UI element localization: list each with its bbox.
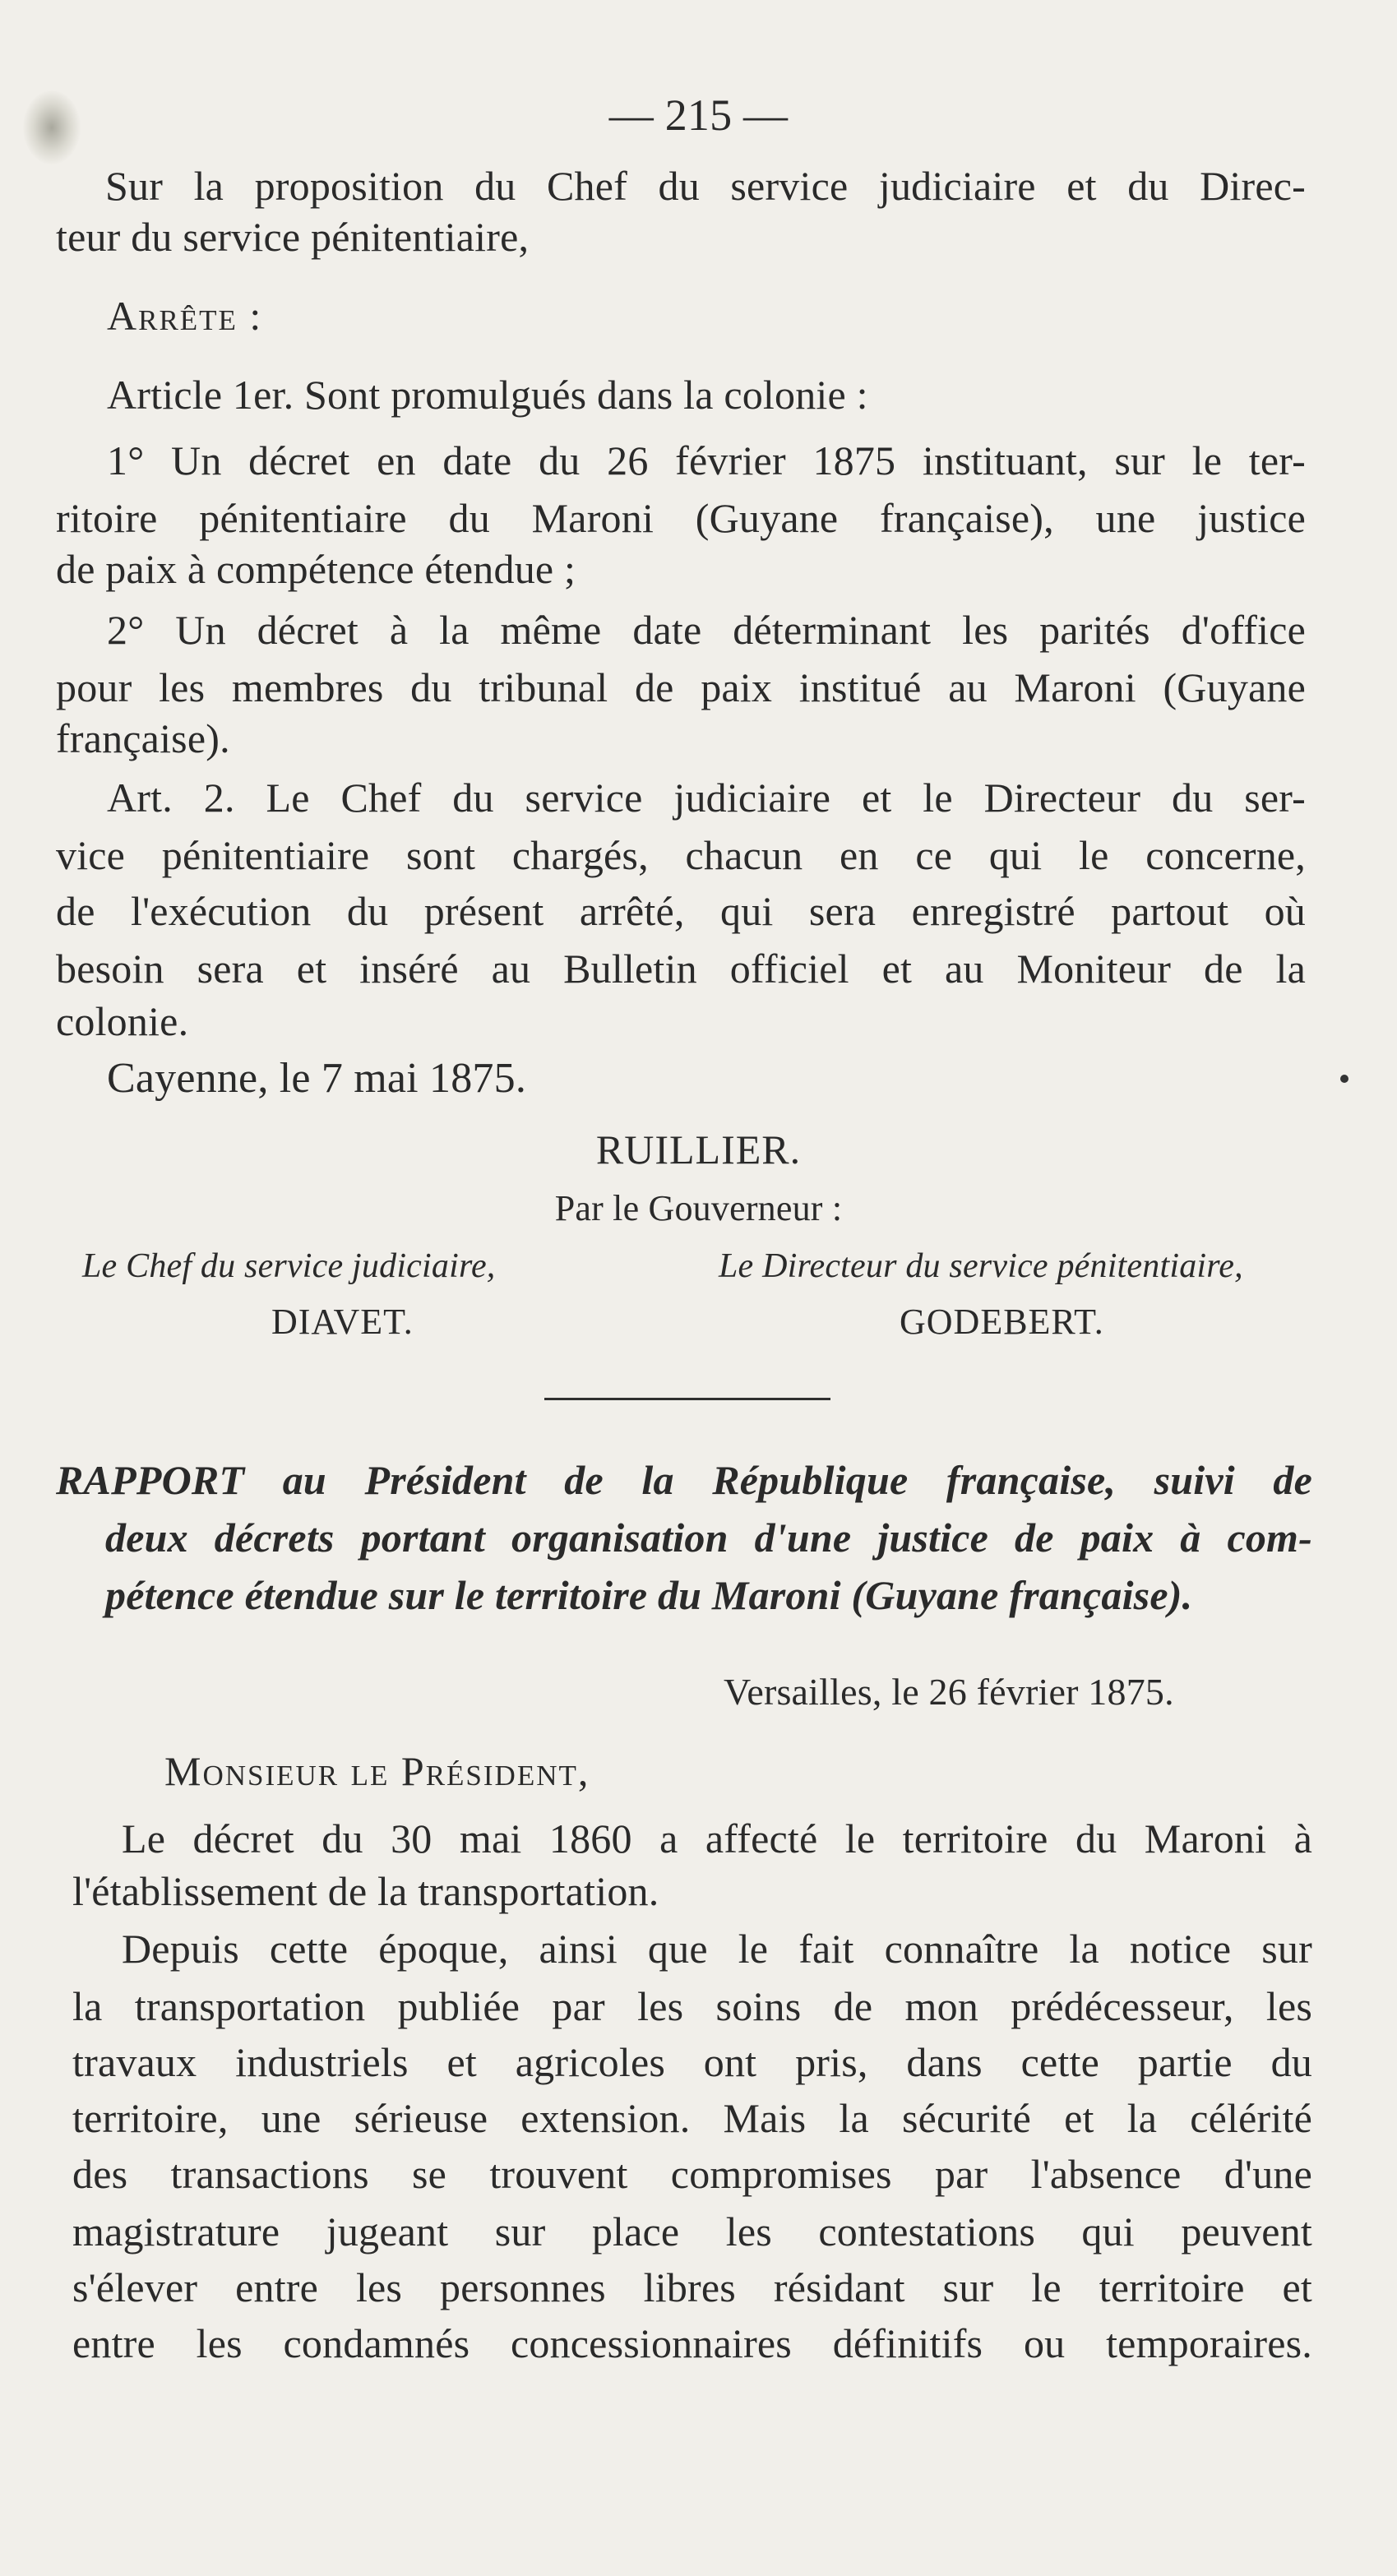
text-line: colonie. xyxy=(56,998,189,1044)
text-line: de paix à compétence étendue ; xyxy=(56,546,576,592)
chef-name: DIAVET. xyxy=(271,1302,414,1342)
text-line: teur du service pénitentiaire, xyxy=(56,214,530,260)
chef-title: Le Chef du service judiciaire, xyxy=(82,1247,496,1285)
body-line: Le décret du 30 mai 1860 a affecté le territoire du Maroni à xyxy=(122,1815,1312,1861)
place-date: Versailles, le 26 février 1875. xyxy=(724,1671,1174,1713)
section-divider xyxy=(544,1398,830,1400)
text-line: 1° Un décret en date du 26 février 1875 instituant, sur le ter- xyxy=(107,437,1306,483)
text-line: française). xyxy=(56,715,230,761)
page-number: — 215 — xyxy=(608,90,789,140)
body-line: territoire, une sérieuse extension. Mais la sécurité et la célérité xyxy=(72,2095,1312,2141)
text-line: Art. 2. Le Chef du service judiciaire et le Directeur du ser- xyxy=(107,775,1306,821)
body-line: Depuis cette époque, ainsi que le fait connaître la notice sur xyxy=(122,1926,1312,1972)
body-line: l'établissement de la transportation. xyxy=(72,1868,659,1914)
rapport-heading-line: pétence étendue sur le territoire du Maroni (Guyane française). xyxy=(105,1572,1193,1618)
text-line: Article 1er. Sont promulgués dans la colonie : xyxy=(107,372,868,418)
directeur-title: Le Directeur du service pénitentiaire, xyxy=(719,1247,1243,1285)
body-line: s'élever entre les personnes libres résidant sur le territoire et xyxy=(72,2264,1312,2310)
body-line: des transactions se trouvent compromises par l'absence d'une xyxy=(72,2151,1312,2197)
rapport-heading-line: RAPPORT au Président de la République française, suivi de xyxy=(56,1457,1312,1503)
ink-dot xyxy=(1340,1075,1348,1083)
text-line: vice pénitentiaire sont chargés, chacun en ce qui le concerne, xyxy=(56,832,1306,878)
text-line: 2° Un décret à la même date déterminant les parités d'office xyxy=(107,607,1306,653)
arrete-heading: Arrête : xyxy=(107,293,263,339)
body-line: entre les condamnés concessionnaires définitifs ou temporaires. xyxy=(72,2320,1312,2366)
salutation: Monsieur le Président, xyxy=(164,1748,590,1794)
body-line: magistrature jugeant sur place les contestations qui peuvent xyxy=(72,2208,1312,2255)
text-line: Sur la proposition du Chef du service judiciaire et du Direc- xyxy=(105,163,1306,209)
text-line: besoin sera et inséré au Bulletin officiel et au Moniteur de la xyxy=(56,946,1306,992)
date-line: Cayenne, le 7 mai 1875. xyxy=(107,1055,527,1102)
governor-line: Par le Gouverneur : xyxy=(554,1188,843,1228)
text-line: pour les membres du tribunal de paix institué au Maroni (Guyane xyxy=(56,664,1306,710)
rapport-heading-line: deux décrets portant organisation d'une justice de paix à com- xyxy=(105,1515,1312,1561)
body-line: la transportation publiée par les soins de mon prédécesseur, les xyxy=(72,1983,1312,2029)
text-line: ritoire pénitentiaire du Maroni (Guyane française), une justice xyxy=(56,495,1306,541)
signatory-name: RUILLIER. xyxy=(595,1126,802,1172)
directeur-name: GODEBERT. xyxy=(900,1302,1104,1342)
body-line: travaux industriels et agricoles ont pris, dans cette partie du xyxy=(72,2039,1312,2085)
text-line: de l'exécution du présent arrêté, qui sera enregistré partout où xyxy=(56,888,1306,934)
